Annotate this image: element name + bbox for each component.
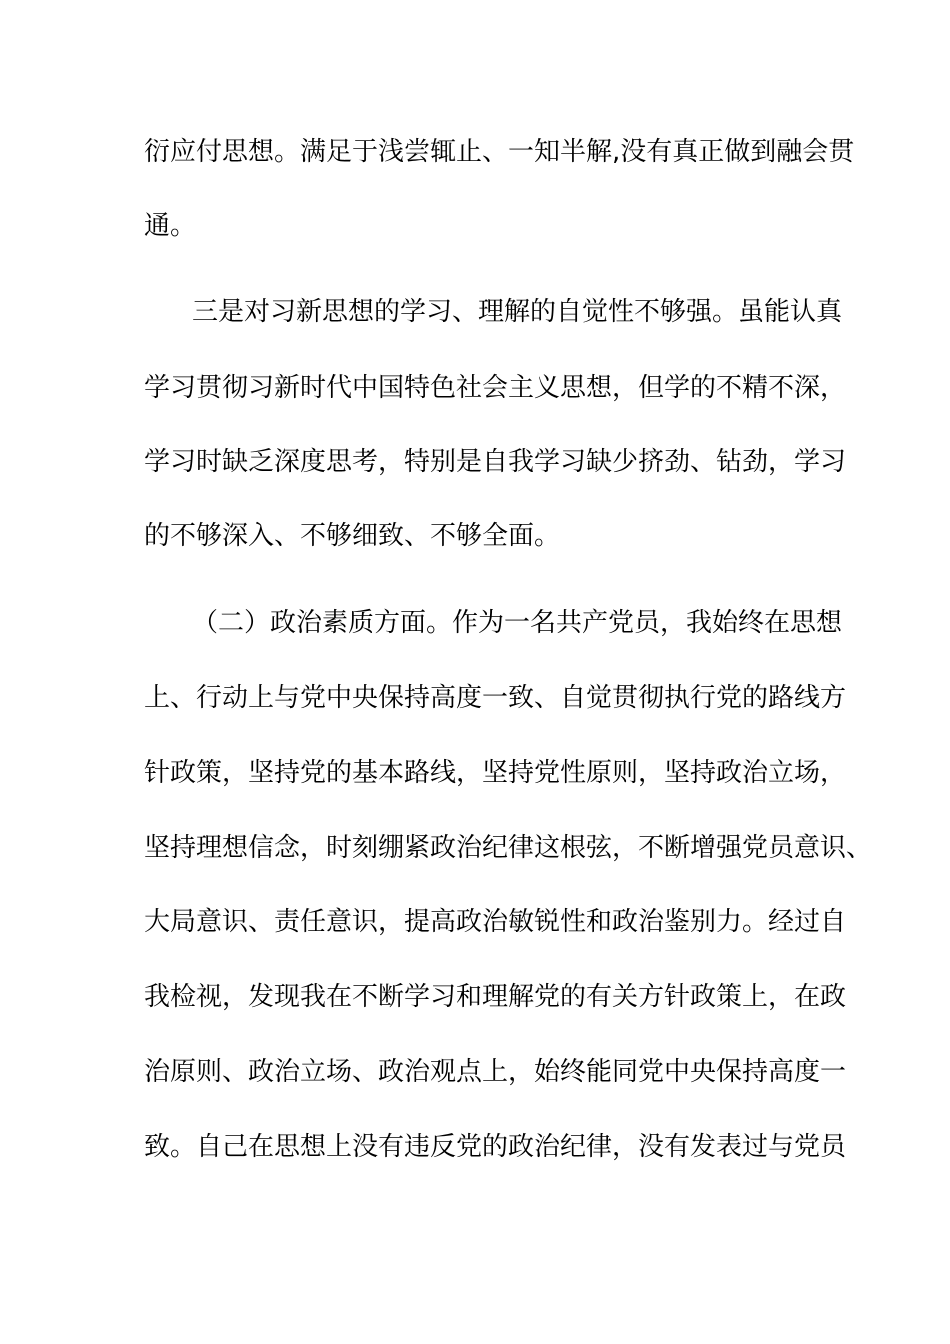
text-line: 治原则、政治立场、政治观点上，始终能同党中央保持高度一 <box>144 1057 847 1087</box>
text-line: 学习贯彻习新时代中国特色社会主义思想，但学的不精不深， <box>144 373 847 403</box>
text-line: 致。自己在思想上没有违反党的政治纪律，没有发表过与党员 <box>144 1132 847 1162</box>
section-heading-line: （二）政治素质方面。作为一名共产党员，我始终在思想 <box>192 608 843 638</box>
text-line: 针政策，坚持党的基本路线，坚持党性原则，坚持政治立场， <box>144 758 847 788</box>
paragraph-start-line: 三是对习新思想的学习、理解的自觉性不够强。虽能认真 <box>192 297 843 327</box>
text-line: 的不够深入、不够细致、不够全面。 <box>144 521 561 551</box>
text-line: 坚持理想信念，时刻绷紧政治纪律这根弦，不断增强党员意识、 <box>144 833 873 863</box>
text-line: 学习时缺乏深度思考，特别是自我学习缺少挤劲、钻劲，学习 <box>144 447 847 477</box>
text-line: 上、行动上与党中央保持高度一致、自觉贯彻执行党的路线方 <box>144 683 847 713</box>
text-line: 大局意识、责任意识，提高政治敏锐性和政治鉴别力。经过自 <box>144 907 847 937</box>
text-line: 衍应付思想。满足于浅尝辄止、一知半解,没有真正做到融会贯 <box>144 137 855 167</box>
text-line: 我检视，发现我在不断学习和理解党的有关方针政策上，在政 <box>144 982 847 1012</box>
text-line: 通。 <box>144 211 197 241</box>
